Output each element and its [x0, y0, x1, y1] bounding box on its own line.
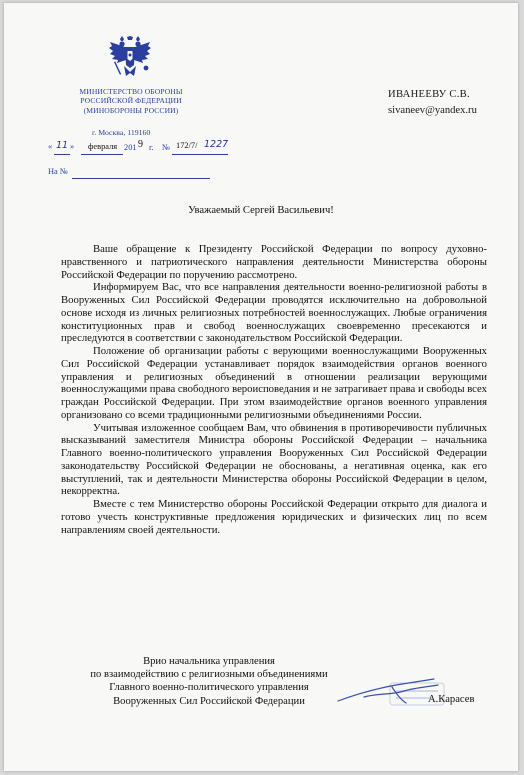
number-label: №	[162, 143, 170, 152]
in-reply-line	[72, 178, 210, 179]
in-reply-label: На №	[48, 167, 68, 176]
greeting: Уважаемый Сергей Васильевич!	[188, 205, 334, 216]
position-line: по взаимодействию с религиозными объединениями	[90, 669, 328, 681]
paragraph: Учитывая изложенное сообщаем Вам, что обвинения в противоречивости публичных высказываний заместителя Министра обороны Российской Федерации – начальника Главного военно-политического управления Вооруженных Сил Российской Федерации законодательству Российской Федерации не обоснованы, а негативная оценка, как его выступлений, так и деятельности Министерства обороны Российской Федерации в целом, некорректна.	[61, 421, 487, 498]
date-year-suffix: г.	[149, 143, 154, 152]
double-headed-eagle-emblem-icon	[108, 36, 152, 82]
date-year-digit: 9	[138, 139, 143, 150]
date-month: февраля	[88, 142, 118, 151]
signer-name: А.Карасев	[428, 694, 475, 705]
paragraph: Ваше обращение к Президенту Российской Федерации по вопросу духовно-нравственного и патриотического направления деятельности Министерства обороны Российской Федерации по поручению рассмотрено.	[61, 243, 487, 281]
position-line: Врио начальника управления	[143, 656, 275, 667]
date-open-quote: «	[48, 142, 53, 151]
paragraph: Информируем Вас, что все направления деятельности военно-религиозной работы в Вооруженных Сил Российской Федерации проводятся исключительно на добровольной основе исходя из личных религиозных потребностей военнослужащих. Любые ограничения конституционных прав и свобод военнослужащих своевременно пресекаются и преследуются в соответствии с законодательством Российской Федерации.	[61, 281, 487, 345]
addressee-email: sivaneev@yandex.ru	[388, 104, 477, 116]
ministry-line: (МИНОБОРОНЫ РОССИИ)	[83, 105, 179, 115]
ministry-name	[64, 87, 198, 115]
letter-page	[4, 3, 518, 771]
paragraph: Положение об организации работы с верующими военнослужащими Вооруженных Сил Российской Федерации устанавливает порядок взаимодействия органов военного управления и религиозных объединений в отношении реализации верующими военнослужащими права свободного вероисповедания и не затрагивает права и свободы всех граждан Российской Федерации. При этом взаимодействие органов военного управления организовано со всеми традиционными религиозными объединениями России.	[61, 345, 487, 421]
position-line: Вооруженных Сил Российской Федерации	[113, 695, 305, 707]
city-address: г. Москва, 119160	[92, 128, 151, 137]
date-day: 11	[56, 140, 69, 151]
date-number-line	[48, 139, 248, 158]
ministry-line: МИНИСТЕРСТВО ОБОРОНЫ	[79, 87, 183, 96]
addressee-name: ИВАНЕЕВУ С.В.	[388, 89, 470, 100]
date-year-prefix: 201	[124, 143, 137, 152]
addressee	[388, 87, 508, 118]
date-close-quote: »	[70, 142, 75, 151]
ministry-line: РОССИЙСКОЙ ФЕДЕРАЦИИ	[80, 96, 182, 106]
signature-position	[49, 655, 369, 708]
paragraph: Вместе с тем Министерство обороны Российской Федерации открыто для диалога и готово учесть конструктивные предложения юридических и физических лиц по всем направлениям своей деятельности.	[61, 498, 487, 536]
position-line: Главного военно-политического управления	[109, 682, 309, 694]
number-value: 172/7/	[176, 141, 198, 150]
letter-body	[61, 243, 487, 536]
number-handwritten: 1227	[204, 139, 229, 150]
